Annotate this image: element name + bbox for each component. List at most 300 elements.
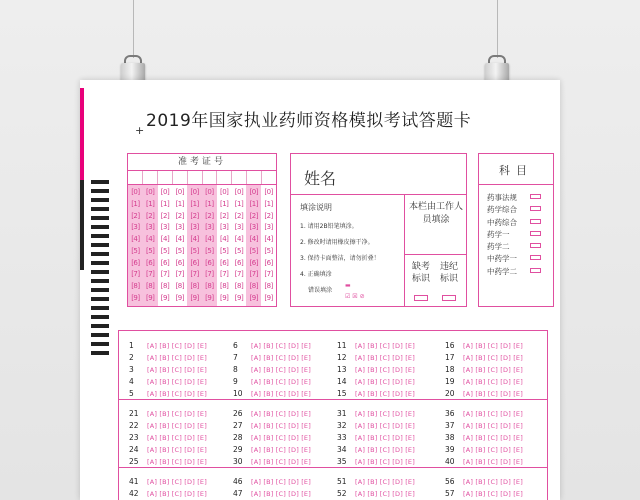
option-bubbles[interactable]: [A] [B] [C] [D] [E]: [251, 422, 311, 430]
option-bubbles[interactable]: [A] [B] [C] [D] [E]: [355, 490, 415, 498]
admission-digit-bubble[interactable]: [2]: [160, 211, 170, 220]
question-number: 22: [129, 421, 139, 430]
admission-digit-bubble[interactable]: [0]: [160, 188, 170, 196]
admission-digit-bubble[interactable]: [8]: [234, 282, 244, 291]
admission-digit-column: [202, 185, 217, 306]
admission-digit-bubble[interactable]: [3]: [205, 223, 214, 232]
admission-digit-bubble[interactable]: [1]: [131, 199, 140, 208]
admission-digit-bubble[interactable]: [1]: [249, 199, 258, 208]
subject-bubble[interactable]: [530, 231, 541, 236]
answer-row: [337, 349, 415, 361]
admission-digit-bubble[interactable]: [6]: [175, 258, 184, 267]
admission-digit-bubble[interactable]: [9]: [160, 293, 170, 302]
admission-digit-slot[interactable]: [203, 171, 218, 184]
option-bubbles[interactable]: [A] [B] [C] [D] [E]: [463, 458, 523, 466]
subject-item: 中药学一: [487, 254, 517, 264]
admission-digit-slot[interactable]: [217, 171, 232, 184]
admission-digit-bubble[interactable]: [8]: [145, 282, 155, 291]
option-bubbles[interactable]: [A] [B] [C] [D] [E]: [463, 490, 523, 498]
admission-digit-bubble[interactable]: [4]: [190, 235, 199, 244]
answer-row: [337, 385, 415, 397]
candidate-info-box: [290, 153, 467, 307]
admission-digit-bubble[interactable]: [8]: [249, 282, 258, 291]
timing-mark: [91, 270, 109, 274]
question-number: 6: [233, 341, 238, 350]
question-number: 11: [337, 341, 347, 350]
answer-row: [337, 441, 415, 453]
admission-digit-bubble[interactable]: [4]: [131, 235, 140, 244]
option-bubbles[interactable]: [A] [B] [C] [D] [E]: [147, 366, 207, 374]
question-number: 21: [129, 409, 139, 418]
admission-digit-bubble[interactable]: [9]: [190, 293, 199, 302]
instruction-line: 4. 正确填涂: [300, 271, 332, 278]
timing-mark: [91, 342, 109, 346]
subject-bubble[interactable]: [530, 206, 541, 211]
hanging-wire-right: [497, 0, 498, 58]
violation-label: 违纪标识: [439, 262, 458, 284]
option-bubbles[interactable]: [A] [B] [C] [D] [E]: [251, 410, 311, 418]
answer-row: [233, 405, 311, 417]
option-bubbles[interactable]: [A] [B] [C] [D] [E]: [147, 354, 207, 362]
answer-row: [337, 429, 415, 441]
option-bubbles[interactable]: [A] [B] [C] [D] [E]: [147, 434, 207, 442]
subjects-title: 科目: [499, 164, 533, 177]
question-number: 25: [129, 457, 139, 466]
timing-mark: [91, 324, 109, 328]
admission-digit-bubble[interactable]: [1]: [205, 199, 214, 208]
question-number: 32: [337, 421, 347, 430]
option-bubbles[interactable]: [A] [B] [C] [D] [E]: [251, 478, 311, 486]
option-bubbles[interactable]: [A] [B] [C] [D] [E]: [463, 422, 523, 430]
answer-row: [129, 441, 207, 453]
question-number: 14: [337, 377, 347, 386]
registration-mark: +: [135, 124, 145, 137]
admission-digit-bubble[interactable]: [5]: [145, 246, 155, 255]
question-number: 8: [233, 365, 238, 374]
admission-number-write-row[interactable]: [128, 171, 276, 185]
admission-digit-bubble[interactable]: [6]: [145, 258, 155, 267]
answer-row: [233, 361, 311, 373]
admission-digit-slot[interactable]: [262, 171, 276, 184]
answer-column: [337, 337, 415, 397]
option-bubbles[interactable]: [A] [B] [C] [D] [E]: [147, 458, 207, 466]
subject-bubble[interactable]: [530, 268, 541, 273]
admission-digit-column: [158, 185, 173, 306]
option-bubbles[interactable]: [A] [B] [C] [D] [E]: [355, 478, 415, 486]
admission-digit-bubble[interactable]: [0]: [205, 188, 214, 196]
admission-digit-bubble[interactable]: [8]: [160, 282, 170, 291]
admission-digit-bubble[interactable]: [9]: [234, 293, 244, 302]
admission-digit-bubble[interactable]: [9]: [219, 293, 229, 302]
admission-digit-bubble[interactable]: [4]: [175, 235, 184, 244]
admission-digit-bubble[interactable]: [0]: [131, 188, 140, 196]
answer-row: [233, 349, 311, 361]
option-bubbles[interactable]: [A] [B] [C] [D] [E]: [251, 342, 311, 350]
admission-digit-bubble[interactable]: [5]: [249, 246, 258, 255]
question-number: 35: [337, 457, 347, 466]
option-bubbles[interactable]: [A] [B] [C] [D] [E]: [251, 446, 311, 454]
answer-column: [233, 337, 311, 397]
admission-digit-bubble[interactable]: [6]: [249, 258, 258, 267]
admission-digit-bubble[interactable]: [3]: [190, 223, 199, 232]
admission-digit-bubble[interactable]: [4]: [249, 235, 258, 244]
admission-digit-bubble[interactable]: [6]: [131, 258, 140, 267]
option-bubbles[interactable]: [A] [B] [C] [D] [E]: [251, 354, 311, 362]
admission-digit-bubble[interactable]: [9]: [175, 293, 184, 302]
admission-digit-bubble[interactable]: [2]: [205, 211, 214, 220]
option-bubbles[interactable]: [A] [B] [C] [D] [E]: [463, 390, 523, 398]
question-number: 28: [233, 433, 243, 442]
admission-digit-bubble[interactable]: [9]: [145, 293, 155, 302]
answer-row: [129, 429, 207, 441]
answer-column: [233, 473, 311, 497]
answer-row: [129, 473, 207, 485]
option-bubbles[interactable]: [A] [B] [C] [D] [E]: [355, 354, 415, 362]
admission-digit-bubble[interactable]: [8]: [205, 282, 214, 291]
admission-number-box: [127, 153, 277, 307]
answer-column: [129, 337, 207, 397]
admission-digit-bubble[interactable]: [9]: [249, 293, 258, 302]
question-number: 34: [337, 445, 347, 454]
admission-digit-bubble[interactable]: [4]: [264, 235, 273, 244]
answer-row: [337, 337, 415, 349]
question-number: 4: [129, 377, 134, 386]
admission-digit-bubble[interactable]: [2]: [190, 211, 199, 220]
answer-column: [337, 405, 415, 465]
timing-mark: [91, 333, 109, 337]
answer-row: [233, 385, 311, 397]
option-bubbles[interactable]: [A] [B] [C] [D] [E]: [463, 434, 523, 442]
option-bubbles[interactable]: [A] [B] [C] [D] [E]: [147, 422, 207, 430]
admission-digit-bubble[interactable]: [7]: [131, 270, 140, 279]
timing-mark: [91, 306, 109, 310]
admission-digit-bubble[interactable]: [7]: [234, 270, 244, 279]
absent-bubble[interactable]: [414, 295, 428, 301]
option-bubbles[interactable]: [A] [B] [C] [D] [E]: [463, 478, 523, 486]
admission-digit-bubble[interactable]: [2]: [175, 211, 184, 220]
admission-digit-bubble[interactable]: [0]: [249, 188, 258, 196]
correct-fill-sample: ▬: [345, 282, 351, 289]
admission-digit-bubble[interactable]: [0]: [264, 188, 273, 196]
admission-digit-slot[interactable]: [188, 171, 203, 184]
option-bubbles[interactable]: [A] [B] [C] [D] [E]: [463, 378, 523, 386]
admission-digit-bubble[interactable]: [9]: [205, 293, 214, 302]
admission-digit-bubble[interactable]: [4]: [160, 235, 170, 244]
admission-digit-column: [172, 185, 187, 306]
option-bubbles[interactable]: [A] [B] [C] [D] [E]: [147, 478, 207, 486]
admission-digit-bubble[interactable]: [7]: [264, 270, 273, 279]
admission-digit-column: [217, 185, 232, 306]
question-number: 42: [129, 489, 139, 498]
admission-digit-bubble[interactable]: [5]: [175, 246, 184, 255]
option-bubbles[interactable]: [A] [B] [C] [D] [E]: [463, 446, 523, 454]
option-bubbles[interactable]: [A] [B] [C] [D] [E]: [251, 378, 311, 386]
wrong-fill-label: 错误填涂: [308, 287, 333, 294]
subject-item: 药学一: [487, 229, 510, 239]
admission-digit-bubble[interactable]: [6]: [264, 258, 273, 267]
admission-digit-bubble[interactable]: [4]: [205, 235, 214, 244]
admission-digit-bubble[interactable]: [5]: [160, 246, 170, 255]
admission-digit-bubble[interactable]: [7]: [175, 270, 184, 279]
admission-digit-slot[interactable]: [173, 171, 188, 184]
admission-digit-bubble[interactable]: [7]: [160, 270, 170, 279]
subjects-box: [478, 153, 554, 307]
timing-mark: [91, 216, 109, 220]
instructions-title: 填涂说明: [300, 203, 332, 212]
question-number: 1: [129, 341, 134, 350]
admission-digit-bubble[interactable]: [2]: [249, 211, 258, 220]
admission-digit-bubble[interactable]: [1]: [160, 199, 170, 208]
admission-digit-bubble[interactable]: [5]: [234, 246, 244, 255]
answer-column: [233, 405, 311, 465]
admission-digit-bubble[interactable]: [4]: [219, 235, 229, 244]
answer-row: [129, 485, 207, 497]
timing-mark: [91, 297, 109, 301]
subject-bubble[interactable]: [530, 243, 541, 248]
admission-digit-bubble[interactable]: [1]: [145, 199, 155, 208]
admission-digit-bubble[interactable]: [7]: [219, 270, 229, 279]
question-number: 47: [233, 489, 243, 498]
admission-digit-bubble[interactable]: [7]: [249, 270, 258, 279]
admission-digit-slot[interactable]: [158, 171, 173, 184]
option-bubbles[interactable]: [A] [B] [C] [D] [E]: [147, 378, 207, 386]
option-bubbles[interactable]: [A] [B] [C] [D] [E]: [355, 378, 415, 386]
page-title: 2019年国家执业药师资格模拟考试答题卡: [146, 111, 472, 131]
violation-bubble[interactable]: [442, 295, 456, 301]
admission-digit-column: [232, 185, 247, 306]
answer-row: [129, 349, 207, 361]
question-number: 20: [445, 389, 455, 398]
admission-digit-bubble[interactable]: [1]: [264, 199, 273, 208]
admission-digit-bubble[interactable]: [1]: [219, 199, 229, 208]
question-number: 15: [337, 389, 347, 398]
admission-digit-bubble[interactable]: [0]: [234, 188, 244, 196]
answer-row: [129, 337, 207, 349]
admission-digit-bubble[interactable]: [0]: [175, 188, 184, 196]
alignment-strip: [80, 180, 84, 270]
admission-digit-bubble[interactable]: [7]: [145, 270, 155, 279]
admission-digit-bubble[interactable]: [6]: [160, 258, 170, 267]
question-number: 16: [445, 341, 455, 350]
option-bubbles[interactable]: [A] [B] [C] [D] [E]: [251, 458, 311, 466]
option-bubbles[interactable]: [A] [B] [C] [D] [E]: [147, 446, 207, 454]
admission-digit-bubble[interactable]: [3]: [145, 223, 155, 232]
answer-row: [337, 361, 415, 373]
timing-mark: [91, 252, 109, 256]
answer-row: [337, 473, 415, 485]
answer-row: [233, 429, 311, 441]
admission-digit-bubble[interactable]: [9]: [264, 293, 273, 302]
instruction-line: 1. 请用2B铅笔填涂。: [300, 223, 358, 230]
admission-digit-bubble[interactable]: [8]: [264, 282, 273, 291]
answer-row: [337, 485, 415, 497]
admission-digit-bubble[interactable]: [6]: [190, 258, 199, 267]
option-bubbles[interactable]: [A] [B] [C] [D] [E]: [251, 390, 311, 398]
admission-digit-bubble[interactable]: [8]: [190, 282, 199, 291]
option-bubbles[interactable]: [A] [B] [C] [D] [E]: [355, 458, 415, 466]
option-bubbles[interactable]: [A] [B] [C] [D] [E]: [463, 342, 523, 350]
subject-bubble[interactable]: [530, 219, 541, 224]
timing-mark: [91, 288, 109, 292]
answer-row: [233, 453, 311, 465]
subject-item: 药事法规: [487, 193, 517, 202]
question-number: 36: [445, 409, 455, 418]
admission-digit-bubble[interactable]: [9]: [131, 293, 140, 302]
admission-digit-bubble[interactable]: [8]: [131, 282, 140, 291]
answer-row: [129, 453, 207, 465]
answer-row: [445, 349, 523, 361]
option-bubbles[interactable]: [A] [B] [C] [D] [E]: [147, 342, 207, 350]
admission-digit-bubble[interactable]: [3]: [234, 223, 244, 232]
timing-mark: [91, 225, 109, 229]
question-number: 39: [445, 445, 455, 454]
question-number: 12: [337, 353, 347, 362]
answer-row: [129, 417, 207, 429]
admission-digit-bubble[interactable]: [6]: [219, 258, 229, 267]
option-bubbles[interactable]: [A] [B] [C] [D] [E]: [463, 366, 523, 374]
admission-digit-slot[interactable]: [128, 171, 143, 184]
admission-digit-bubble[interactable]: [3]: [160, 223, 170, 232]
option-bubbles[interactable]: [A] [B] [C] [D] [E]: [355, 446, 415, 454]
answer-row: [445, 361, 523, 373]
admission-digit-bubble[interactable]: [0]: [219, 188, 229, 196]
admission-digit-column: [143, 185, 158, 306]
question-number: 37: [445, 421, 455, 430]
option-bubbles[interactable]: [A] [B] [C] [D] [E]: [355, 390, 415, 398]
question-number: 52: [337, 489, 347, 498]
question-number: 9: [233, 377, 238, 386]
admission-digit-bubble[interactable]: [3]: [249, 223, 258, 232]
name-label: 姓名: [304, 169, 337, 188]
admission-digit-bubble[interactable]: [5]: [190, 246, 199, 255]
option-bubbles[interactable]: [A] [B] [C] [D] [E]: [355, 434, 415, 442]
question-number: 19: [445, 377, 455, 386]
admission-digit-bubble[interactable]: [5]: [205, 246, 214, 255]
admission-digit-bubble[interactable]: [3]: [175, 223, 184, 232]
question-number: 46: [233, 477, 243, 486]
timing-mark: [91, 180, 109, 184]
option-bubbles[interactable]: [A] [B] [C] [D] [E]: [463, 354, 523, 362]
option-bubbles[interactable]: [A] [B] [C] [D] [E]: [355, 342, 415, 350]
answer-column: [445, 473, 523, 497]
admission-digit-bubble[interactable]: [4]: [145, 235, 155, 244]
admission-digit-bubble[interactable]: [2]: [131, 211, 140, 220]
admission-digit-bubble[interactable]: [3]: [131, 223, 140, 232]
timing-mark: [91, 189, 109, 193]
answer-area: [118, 330, 548, 500]
question-number: 10: [233, 389, 243, 398]
answer-column: [129, 405, 207, 465]
option-bubbles[interactable]: [A] [B] [C] [D] [E]: [355, 422, 415, 430]
question-number: 31: [337, 409, 347, 418]
admission-number-label: 准考证号: [128, 154, 276, 171]
timing-mark: [91, 261, 109, 265]
admission-digit-bubble[interactable]: [3]: [264, 223, 273, 232]
answer-row: [445, 485, 523, 497]
answer-row: [337, 405, 415, 417]
admission-digit-bubble[interactable]: [5]: [264, 246, 273, 255]
option-bubbles[interactable]: [A] [B] [C] [D] [E]: [147, 490, 207, 498]
option-bubbles[interactable]: [A] [B] [C] [D] [E]: [147, 390, 207, 398]
admission-digit-bubble[interactable]: [5]: [131, 246, 140, 255]
question-number: 51: [337, 477, 347, 486]
option-bubbles[interactable]: [A] [B] [C] [D] [E]: [251, 490, 311, 498]
question-number: 23: [129, 433, 139, 442]
option-bubbles[interactable]: [A] [B] [C] [D] [E]: [463, 410, 523, 418]
admission-digit-bubble[interactable]: [2]: [234, 211, 244, 220]
admission-digit-slot[interactable]: [232, 171, 247, 184]
admission-digit-slot[interactable]: [143, 171, 158, 184]
answer-row: [445, 473, 523, 485]
answer-row: [445, 373, 523, 385]
answer-row: [445, 417, 523, 429]
question-number: 5: [129, 389, 134, 398]
question-number: 57: [445, 489, 455, 498]
admission-digit-bubble[interactable]: [0]: [190, 188, 199, 196]
subject-bubble[interactable]: [530, 194, 541, 199]
answer-row: [129, 373, 207, 385]
admission-digit-bubble[interactable]: [3]: [219, 223, 229, 232]
admission-digit-column: [261, 185, 276, 306]
subject-item: 中药综合: [487, 217, 517, 227]
question-number: 2: [129, 353, 134, 362]
admission-digit-bubble[interactable]: [2]: [264, 211, 273, 220]
answer-row: [337, 373, 415, 385]
option-bubbles[interactable]: [A] [B] [C] [D] [E]: [251, 434, 311, 442]
timing-mark: [91, 207, 109, 211]
admission-digit-bubble[interactable]: [1]: [175, 199, 184, 208]
admission-digit-bubble[interactable]: [8]: [219, 282, 229, 291]
admission-digit-bubble[interactable]: [1]: [190, 199, 199, 208]
timing-mark: [91, 234, 109, 238]
question-number: 7: [233, 353, 238, 362]
admission-digit-bubble[interactable]: [2]: [219, 211, 229, 220]
answer-row: [129, 385, 207, 397]
answer-row: [233, 337, 311, 349]
subject-bubbles: [530, 194, 541, 280]
option-bubbles[interactable]: [A] [B] [C] [D] [E]: [355, 366, 415, 374]
staff-fill-label: 本栏由工作人员填涂: [408, 202, 463, 225]
subject-bubble[interactable]: [530, 255, 541, 260]
admission-digit-column: [187, 185, 202, 306]
option-bubbles[interactable]: [A] [B] [C] [D] [E]: [251, 366, 311, 374]
answer-row: [445, 453, 523, 465]
option-bubbles[interactable]: [A] [B] [C] [D] [E]: [355, 410, 415, 418]
question-number: 18: [445, 365, 455, 374]
admission-digit-bubble[interactable]: [2]: [145, 211, 155, 220]
option-bubbles[interactable]: [A] [B] [C] [D] [E]: [147, 410, 207, 418]
admission-digit-bubble[interactable]: [7]: [205, 270, 214, 279]
subject-item: 药学综合: [487, 205, 517, 215]
admission-digit-bubble[interactable]: [0]: [145, 188, 155, 196]
answer-row: [233, 373, 311, 385]
admission-digit-bubble[interactable]: [4]: [234, 235, 244, 244]
answer-row: [445, 385, 523, 397]
admission-digit-bubble[interactable]: [7]: [190, 270, 199, 279]
admission-digit-slot[interactable]: [247, 171, 262, 184]
timing-mark: [91, 243, 109, 247]
question-number: 3: [129, 365, 134, 374]
answer-sheet-poster: [80, 80, 560, 500]
admission-digit-bubble[interactable]: [6]: [205, 258, 214, 267]
admission-digit-column: [128, 185, 143, 306]
admission-digit-bubble[interactable]: [5]: [219, 246, 229, 255]
admission-digit-bubble[interactable]: [1]: [234, 199, 244, 208]
admission-digit-bubble[interactable]: [6]: [234, 258, 244, 267]
answer-row: [233, 473, 311, 485]
timing-mark: [91, 351, 109, 355]
admission-digit-bubble[interactable]: [8]: [175, 282, 184, 291]
